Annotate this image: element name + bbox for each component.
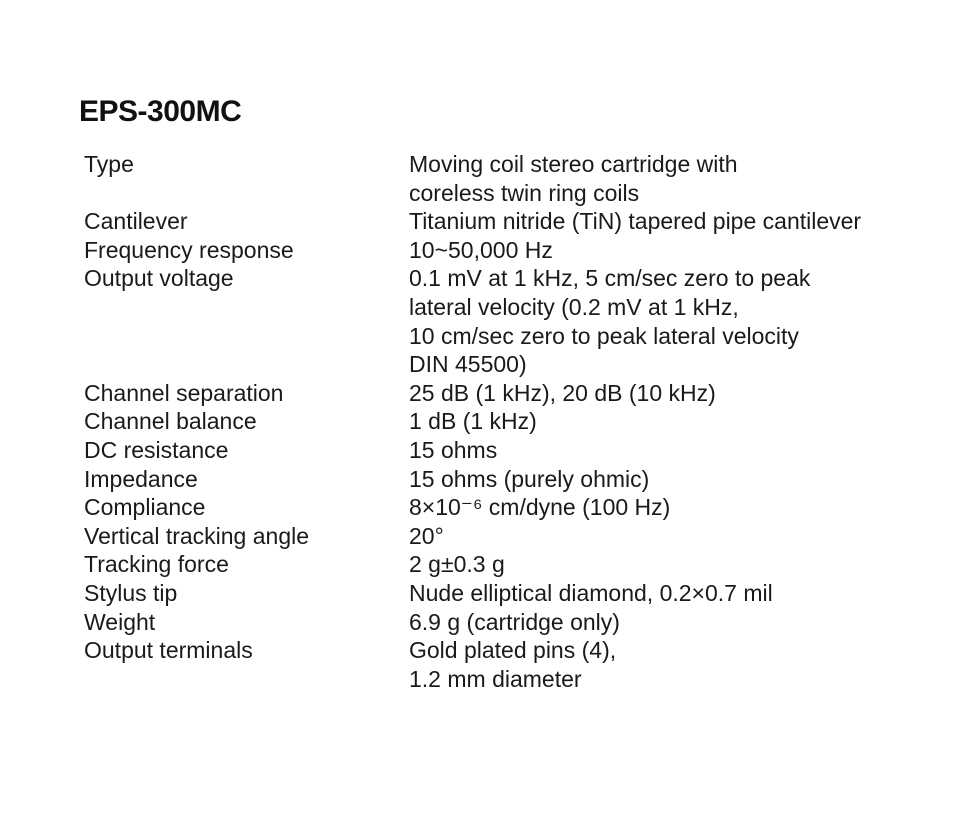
spec-value bbox=[409, 493, 944, 522]
spec-value-line: DIN 45500) bbox=[409, 351, 527, 378]
spec-label: Channel balance bbox=[84, 408, 257, 435]
spec-label: Tracking force bbox=[84, 551, 229, 578]
spec-row-output-voltage bbox=[84, 264, 944, 378]
spec-value bbox=[409, 636, 944, 693]
spec-row-type bbox=[84, 150, 944, 207]
spec-label: Type bbox=[84, 151, 134, 177]
spec-row-impedance bbox=[84, 465, 944, 494]
spec-value-line: Moving coil stereo cartridge with bbox=[409, 151, 738, 177]
spec-row-channel-balance bbox=[84, 407, 944, 436]
spec-value-line: 15 ohms bbox=[409, 436, 498, 463]
spec-label: Output voltage bbox=[84, 265, 234, 292]
spec-value-line: 6.9 g (cartridge only) bbox=[409, 608, 620, 635]
spec-value-line: Nude elliptical diamond, 0.2×0.7 mil bbox=[409, 579, 773, 606]
spec-label: Cantilever bbox=[84, 208, 188, 235]
spec-label: Weight bbox=[84, 608, 156, 635]
spec-value-line: 15 ohms (purely ohmic) bbox=[409, 465, 650, 492]
spec-row-dc-resistance bbox=[84, 436, 944, 465]
spec-value-line: 20° bbox=[409, 522, 444, 549]
spec-value bbox=[409, 207, 944, 236]
spec-label: Stylus tip bbox=[84, 579, 178, 606]
spec-label: Vertical tracking angle bbox=[84, 522, 310, 549]
spec-value-line: coreless twin ring coils bbox=[409, 179, 640, 206]
spec-value-line: Gold plated pins (4), bbox=[409, 637, 617, 664]
spec-label: DC resistance bbox=[84, 436, 229, 463]
spec-value-line: 10 cm/sec zero to peak lateral velocity bbox=[409, 322, 799, 349]
spec-value-line: 25 dB (1 kHz), 20 dB (10 kHz) bbox=[409, 379, 716, 406]
spec-value bbox=[409, 264, 944, 378]
spec-row-tracking-force bbox=[84, 550, 944, 579]
spec-value-line: 8×10⁻⁶ cm/dyne (100 Hz) bbox=[409, 494, 671, 521]
spec-label: Output terminals bbox=[84, 637, 253, 664]
spec-value-line: 0.1 mV at 1 kHz, 5 cm/sec zero to peak bbox=[409, 265, 811, 292]
spec-label: Frequency response bbox=[84, 236, 294, 263]
spec-value bbox=[409, 150, 944, 207]
spec-label: Compliance bbox=[84, 494, 206, 521]
spec-row-output-terminals bbox=[84, 636, 944, 693]
spec-value-line: 1 dB (1 kHz) bbox=[409, 408, 537, 435]
spec-value-line: Titanium nitride (TiN) tapered pipe cantilever bbox=[409, 208, 862, 235]
spec-value-line: 10~50,000 Hz bbox=[409, 236, 553, 263]
spec-row-weight bbox=[84, 608, 944, 637]
spec-value bbox=[409, 407, 944, 436]
spec-value bbox=[409, 608, 944, 637]
spec-row-frequency-response bbox=[84, 236, 944, 265]
spec-row-channel-separation bbox=[84, 379, 944, 408]
product-title: EPS-300MC bbox=[79, 95, 242, 128]
spec-value bbox=[409, 379, 944, 408]
spec-table bbox=[84, 150, 944, 693]
spec-row-compliance bbox=[84, 493, 944, 522]
spec-value bbox=[409, 550, 944, 579]
spec-value bbox=[409, 436, 944, 465]
spec-value bbox=[409, 579, 944, 608]
spec-value bbox=[409, 522, 944, 551]
spec-value-line: lateral velocity (0.2 mV at 1 kHz, bbox=[409, 293, 739, 320]
spec-value-line: 1.2 mm diameter bbox=[409, 665, 582, 692]
spec-value bbox=[409, 236, 944, 265]
spec-row-vertical-tracking-angle bbox=[84, 522, 944, 551]
spec-label: Impedance bbox=[84, 465, 198, 492]
spec-row-stylus-tip bbox=[84, 579, 944, 608]
spec-value-line: 2 g±0.3 g bbox=[409, 551, 505, 578]
spec-label: Channel separation bbox=[84, 379, 284, 406]
spec-row-cantilever bbox=[84, 207, 944, 236]
spec-value bbox=[409, 465, 944, 494]
